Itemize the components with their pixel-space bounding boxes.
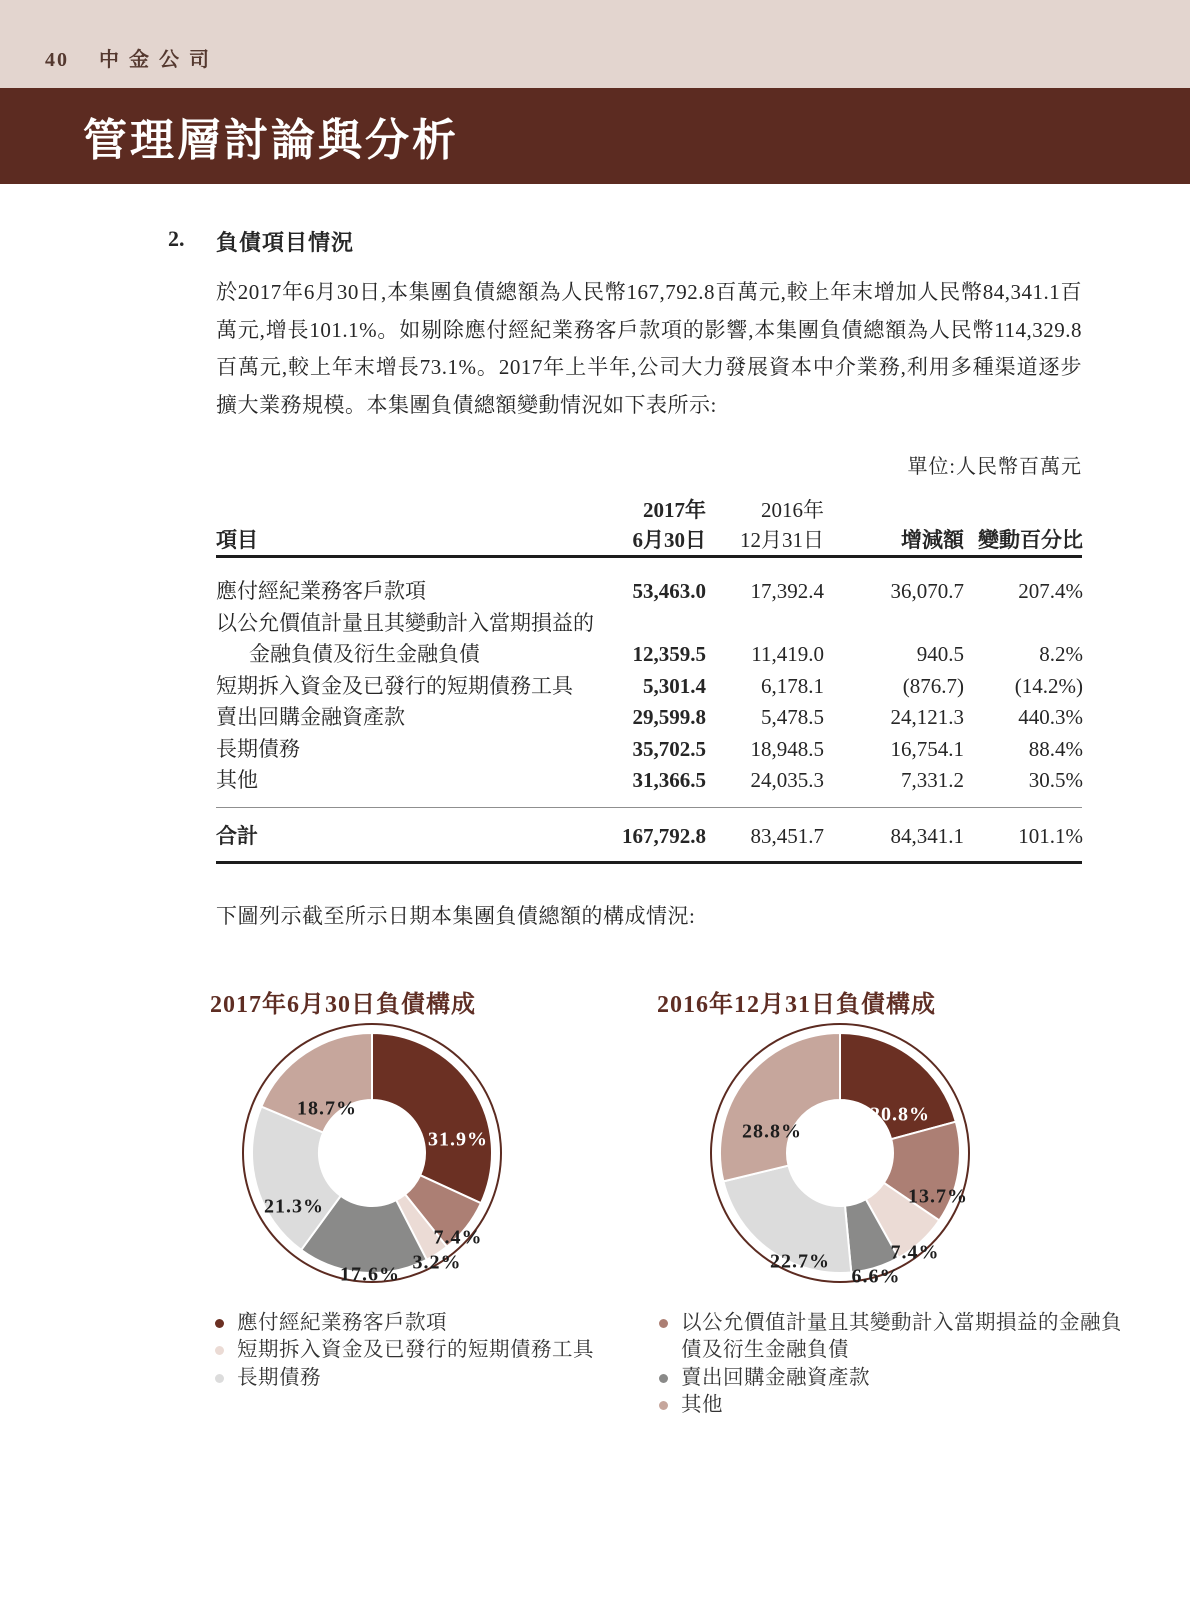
legend-item: 以公允價值計量且其變動計入當期損益的金融負債及衍生金融負債 [656, 1310, 1134, 1365]
liabilities-table [216, 495, 1082, 864]
table-cell [586, 608, 706, 640]
table-row [216, 765, 1082, 797]
row-label: 應付經紀業務客戶款項 [216, 579, 426, 603]
table-cell: 11,419.0 [751, 642, 824, 666]
table-cell [964, 608, 1083, 640]
pie-slice-label: 7.4% [890, 1241, 940, 1264]
header-cell-dec31: 12月31日 [740, 528, 824, 552]
table-row [216, 702, 1082, 734]
chart-title-2017: 2017年6月30日負債構成 [210, 991, 476, 1018]
table-cell: (14.2%) [1014, 673, 1083, 698]
table-cell [824, 608, 964, 640]
table-cell: 5,301.4 [643, 673, 706, 698]
pie-slice-label: 3.2% [412, 1251, 462, 1274]
table-header-row-2 [216, 525, 1082, 555]
page-content [0, 184, 1190, 1443]
table-cell: 35,702.5 [632, 736, 706, 761]
legend-left [212, 1310, 690, 1393]
total-2016: 83,451.7 [750, 823, 824, 848]
charts-intro: 下圖列示截至所示日期本集團負債總額的構成情況: [216, 904, 696, 928]
page-number: 40 [45, 49, 69, 71]
row-label: 金融負債及衍生金融負債 [249, 642, 480, 666]
pie-slice-label: 20.8% [870, 1103, 930, 1126]
table-cell: 940.5 [916, 642, 964, 666]
table-row [216, 671, 1082, 703]
table-cell: 207.4% [1018, 579, 1083, 603]
header-cell-2017: 2017年 [643, 498, 706, 522]
row-label: 賣出回購金融資產款 [216, 705, 405, 729]
table-cell: 6,178.1 [761, 673, 824, 698]
table-cell: 36,070.7 [890, 579, 964, 603]
legend-bullet-icon [215, 1374, 224, 1383]
total-2017: 167,792.8 [622, 823, 706, 848]
table-cell: 440.3% [1018, 705, 1083, 729]
legend-item: 應付經紀業務客戶款項 [212, 1310, 690, 1338]
row-label: 以公允價值計量且其變動計入當期損益的 [216, 610, 594, 635]
legend-bullet-icon [659, 1374, 668, 1383]
legend-bullet-icon [659, 1401, 668, 1410]
pie-slice-label: 28.8% [742, 1120, 802, 1143]
pie-slice-label: 17.6% [340, 1263, 400, 1286]
company-name: 中金公司 [99, 49, 219, 71]
table-cell: (876.7) [902, 673, 964, 698]
pie-slice-label: 21.3% [264, 1195, 324, 1218]
table-cell: 31,366.5 [632, 768, 706, 792]
table-cell: 5,478.5 [761, 705, 824, 729]
section-paragraph: 於2017年6月30日,本集團負債總額為人民幣167,792.8百萬元,較上年末增加人民幣84,341.1百萬元,增長101.1%。如剔除應付經紀業務客戶款項的影響,本集團負債總額為人民幣114,329.8百萬元,較上年末增長73.1%。2017年上半年,公司大力發展資本中介業務,利用多種渠道逐步擴大業務規模。本集團負債總額變動情況如下表所示: [216, 280, 1082, 417]
section-heading-block [168, 226, 1082, 257]
header-cell-empty [216, 495, 586, 525]
charts-block [0, 958, 1190, 1443]
total-pct: 101.1% [1018, 823, 1083, 848]
row-label: 短期拆入資金及已發行的短期債務工具 [216, 673, 573, 698]
table-cell: 17,392.4 [750, 579, 824, 603]
legend-right [656, 1310, 1134, 1420]
pie-slice-label: 6.6% [851, 1265, 901, 1288]
legend-bullet-icon [215, 1346, 224, 1355]
table-row [216, 608, 1082, 640]
header-cell-pct: 變動百分比 [978, 528, 1083, 552]
table-cell: 24,121.3 [890, 705, 964, 729]
donut-chart-2016 [705, 1018, 975, 1288]
row-label: 其他 [216, 768, 258, 792]
table-total-row [216, 821, 1082, 853]
legend-item: 短期拆入資金及已發行的短期債務工具 [212, 1337, 690, 1365]
section-number: 2. [168, 226, 185, 251]
pie-slice-label: 7.4% [433, 1226, 483, 1249]
table-cell: 29,599.8 [632, 705, 706, 729]
table-row [216, 576, 1082, 608]
legend-item: 其他 [656, 1392, 1134, 1420]
table-cell: 18,948.5 [750, 736, 824, 761]
pie-slice [720, 1033, 840, 1181]
table-rule-bottom [216, 861, 1082, 864]
page-header [0, 0, 1190, 88]
table-row [216, 734, 1082, 766]
total-change: 84,341.1 [890, 823, 964, 848]
table-cell: 30.5% [1028, 768, 1083, 792]
header-cell-item: 項目 [216, 528, 258, 552]
table-cell [706, 608, 824, 640]
section-banner [0, 88, 1190, 184]
table-cell: 7,331.2 [901, 768, 964, 792]
total-label: 合計 [216, 823, 258, 848]
header-cell-empty [824, 495, 964, 525]
pie-slice [372, 1033, 492, 1203]
table-total-section [216, 808, 1082, 862]
header-cell-2016: 2016年 [761, 498, 824, 522]
header-cell-jun30: 6月30日 [632, 528, 706, 552]
pie-slice-label: 13.7% [908, 1185, 968, 1208]
chart-title-2016: 2016年12月31日負債構成 [657, 991, 936, 1018]
table-cell: 53,463.0 [632, 579, 706, 603]
row-label: 長期債務 [216, 736, 300, 761]
header-cell-change: 增減額 [901, 528, 964, 552]
table-body [216, 558, 1082, 807]
table-cell: 88.4% [1028, 736, 1083, 761]
pie-slice-label: 18.7% [297, 1097, 357, 1120]
unit-note: 單位:人民幣百萬元 [907, 456, 1082, 478]
table-row [216, 639, 1082, 671]
donut-chart-2017 [237, 1018, 507, 1288]
legend-bullet-icon [215, 1319, 224, 1328]
table-cell: 24,035.3 [750, 768, 824, 792]
pie-slice-label: 31.9% [428, 1128, 488, 1151]
table-cell: 12,359.5 [632, 642, 706, 666]
table-header-row-1 [216, 495, 1082, 525]
pie-slice-label: 22.7% [770, 1250, 830, 1273]
table-cell: 16,754.1 [890, 736, 964, 761]
table-cell: 8.2% [1039, 642, 1083, 666]
section-heading: 負債項目情況 [216, 230, 355, 255]
header-cell-empty [964, 495, 1083, 525]
banner-title: 管理層討論與分析 [83, 116, 459, 165]
legend-bullet-icon [659, 1319, 668, 1328]
legend-item: 賣出回購金融資產款 [656, 1365, 1134, 1393]
legend-item: 長期債務 [212, 1365, 690, 1393]
